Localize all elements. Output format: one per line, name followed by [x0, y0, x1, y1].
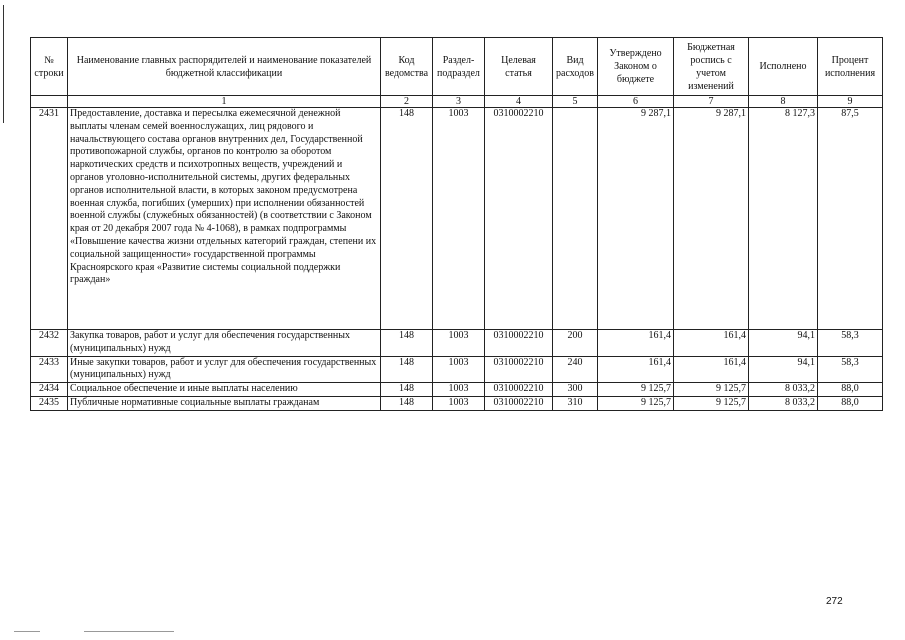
column-number-row: [31, 96, 883, 108]
header-row: [31, 38, 883, 96]
row-schedule: 9 125,7: [674, 383, 749, 397]
row-executed: 8 127,3: [749, 108, 818, 330]
header-section: Раздел-подраздел: [433, 38, 485, 96]
row-approved: 9 287,1: [598, 108, 674, 330]
row-name: Публичные нормативные социальные выплаты гражданам: [68, 396, 381, 410]
header-name: Наименование главных распорядителей и наименование показателей бюджетной классификации: [68, 38, 381, 96]
row-dept-code: 148: [381, 356, 433, 383]
column-number: 1: [68, 96, 381, 108]
row-exp-type: 200: [553, 330, 598, 357]
row-number: 2431: [31, 108, 68, 330]
row-percent: 88,0: [818, 383, 883, 397]
table-row: [31, 108, 883, 330]
column-number: 7: [674, 96, 749, 108]
row-name: Закупка товаров, работ и услуг для обеспечения государственных (муниципальных) нужд: [68, 330, 381, 357]
row-section: 1003: [433, 330, 485, 357]
column-number: 4: [485, 96, 553, 108]
header-budget-schedule: Бюджетная роспись с учетом изменений: [674, 38, 749, 96]
row-schedule: 161,4: [674, 330, 749, 357]
row-number: 2433: [31, 356, 68, 383]
row-target: 0310002210: [485, 396, 553, 410]
header-exp-type: Вид расходов: [553, 38, 598, 96]
row-percent: 88,0: [818, 396, 883, 410]
budget-table: [30, 37, 883, 411]
row-number: 2434: [31, 383, 68, 397]
row-executed: 94,1: [749, 330, 818, 357]
table-row: [31, 383, 883, 397]
row-exp-type: 310: [553, 396, 598, 410]
scan-artifact-line: [14, 631, 40, 632]
header-row-no: № строки: [31, 38, 68, 96]
row-approved: 9 125,7: [598, 383, 674, 397]
row-number: 2432: [31, 330, 68, 357]
row-schedule: 9 287,1: [674, 108, 749, 330]
row-schedule: 9 125,7: [674, 396, 749, 410]
row-section: 1003: [433, 396, 485, 410]
header-approved: Утверждено Законом о бюджете: [598, 38, 674, 96]
row-approved: 161,4: [598, 330, 674, 357]
header-dept-code: Код ведомства: [381, 38, 433, 96]
scan-artifact-line: [84, 631, 174, 632]
row-name: Социальное обеспечение и иные выплаты населению: [68, 383, 381, 397]
table-row: [31, 330, 883, 357]
header-percent: Процент исполнения: [818, 38, 883, 96]
header-target: Целевая статья: [485, 38, 553, 96]
row-executed: 8 033,2: [749, 396, 818, 410]
header-executed: Исполнено: [749, 38, 818, 96]
row-target: 0310002210: [485, 108, 553, 330]
row-section: 1003: [433, 383, 485, 397]
column-number: 6: [598, 96, 674, 108]
row-number: 2435: [31, 396, 68, 410]
table-row: [31, 356, 883, 383]
row-percent: 87,5: [818, 108, 883, 330]
row-target: 0310002210: [485, 356, 553, 383]
row-dept-code: 148: [381, 330, 433, 357]
row-dept-code: 148: [381, 396, 433, 410]
column-number: 2: [381, 96, 433, 108]
column-number: 3: [433, 96, 485, 108]
row-name: Предоставление, доставка и пересылка ежемесячной денежной выплаты членам семей военнослужащих, лиц рядового и начальствующего состава органов внутренних дел, Государственной противопожарной службы, органов по контролю за оборотом наркотических средств и психотропных веществ, учреждений и органов уголовно-исполнительной системы, других федеральных органов исполнительной власти, в которых законом предусмотрена военная служба, погибших (умерших) при исполнении обязанностей военной службы (служебных обязанностей) (в соответствии с Законом края от 20 декабря 2007 года № 4-1068), в рамках подпрограммы «Повышение качества жизни отдельных категорий граждан, степени их социальной защищенности» государственной программы Красноярского края «Развитие системы социальной поддержки граждан»: [68, 108, 381, 330]
row-target: 0310002210: [485, 330, 553, 357]
row-section: 1003: [433, 356, 485, 383]
row-name: Иные закупки товаров, работ и услуг для обеспечения государственных (муниципальных) нужд: [68, 356, 381, 383]
column-number: 5: [553, 96, 598, 108]
row-exp-type: [553, 108, 598, 330]
row-exp-type: 300: [553, 383, 598, 397]
column-number: 9: [818, 96, 883, 108]
row-target: 0310002210: [485, 383, 553, 397]
column-number: 8: [749, 96, 818, 108]
margin-rule: [3, 5, 4, 123]
row-dept-code: 148: [381, 108, 433, 330]
row-exp-type: 240: [553, 356, 598, 383]
row-approved: 161,4: [598, 356, 674, 383]
row-approved: 9 125,7: [598, 396, 674, 410]
row-section: 1003: [433, 108, 485, 330]
column-number: [31, 96, 68, 108]
page-number: 272: [826, 596, 843, 607]
row-percent: 58,3: [818, 356, 883, 383]
row-dept-code: 148: [381, 383, 433, 397]
row-executed: 8 033,2: [749, 383, 818, 397]
table-row: [31, 396, 883, 410]
row-schedule: 161,4: [674, 356, 749, 383]
row-executed: 94,1: [749, 356, 818, 383]
row-percent: 58,3: [818, 330, 883, 357]
